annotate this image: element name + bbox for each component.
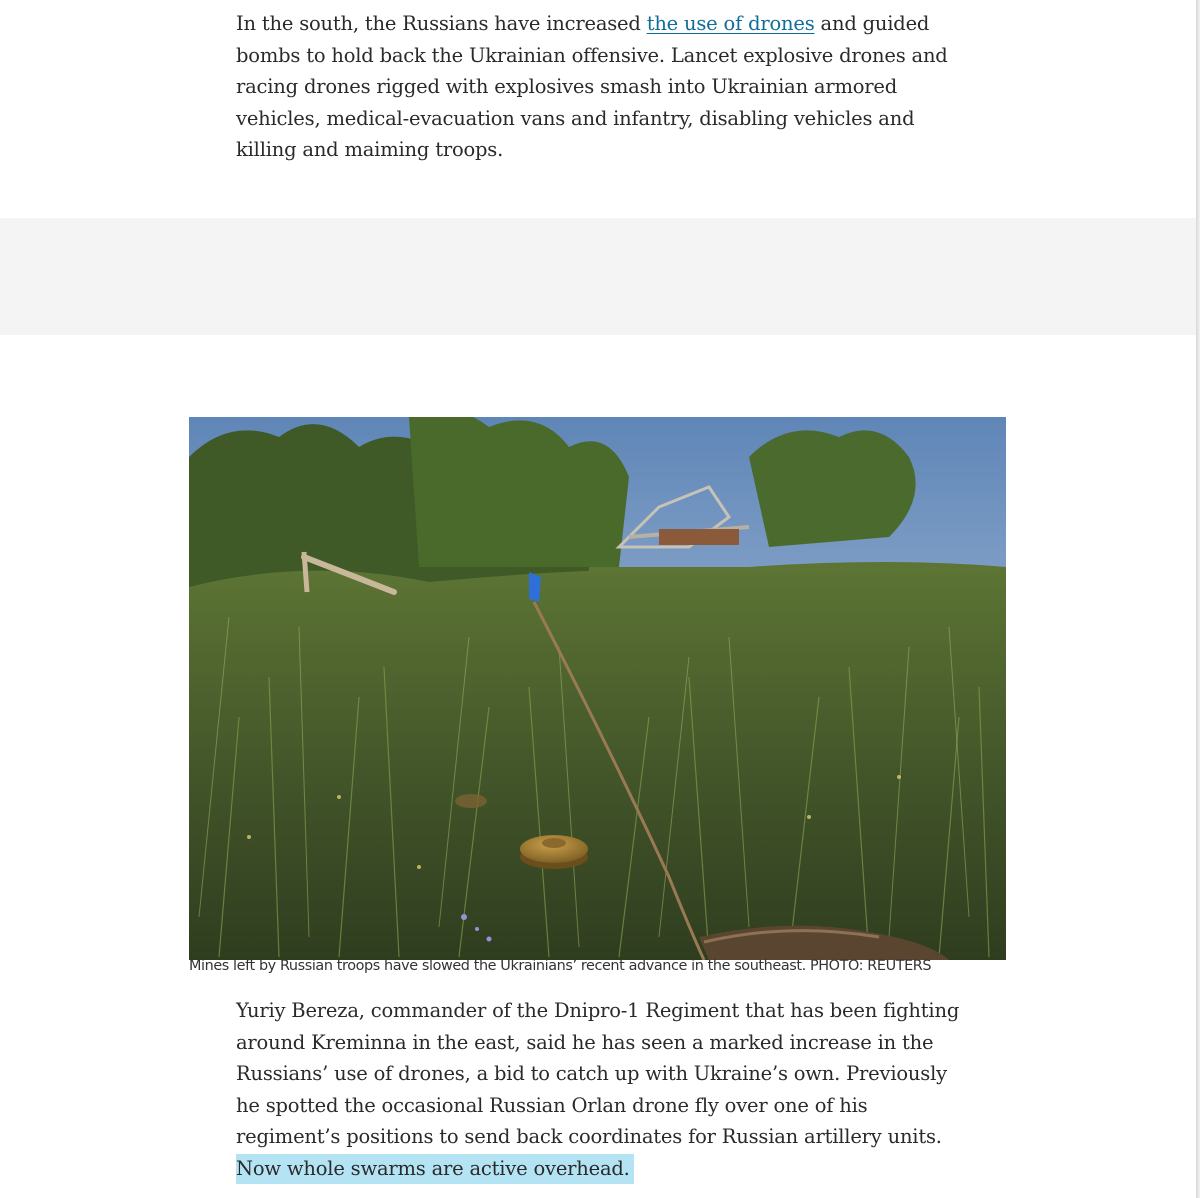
minefield-photo-illustration [189,417,1006,960]
paragraph-text-after-link: and guided bombs to hold back the Ukrainian offensive. Lancet explosive drones and racing drones rigged with explosives smash into Ukrainian armored vehicles, medical-evacuation vans and infantry, disabling vehicles and killing and maiming troops. [236,12,948,162]
article-paragraph-bereza [236,995,964,1185]
article-paragraph-drones [236,8,964,166]
article-photo-minefield [189,417,1006,960]
paragraph-text-before-link: In the south, the Russians have increased [236,12,647,35]
highlighted-text[interactable]: Now whole swarms are active overhead. [236,1154,634,1184]
page-edge [1196,0,1200,1198]
use-of-drones-link[interactable]: the use of drones [646,12,815,35]
photo-credit: PHOTO: REUTERS [809,958,932,974]
paragraph-text: Yuriy Bereza, commander of the Dnipro-1 Regiment that has been fighting around Kreminna in the east, said he has seen a marked increase in the Russians’ use of drones, a bid to catch up with Ukraine’s own. Previously he spotted the occasional Russian Orlan drone fly over one of his regiment’s positions to send back coordinates for Russian artillery units. [236,999,960,1149]
caption-text: Mines left by Russian troops have slowed the Ukrainians’ recent advance in the southeast. [189,958,806,974]
ad-placeholder [0,218,1196,335]
photo-caption [189,957,1009,975]
